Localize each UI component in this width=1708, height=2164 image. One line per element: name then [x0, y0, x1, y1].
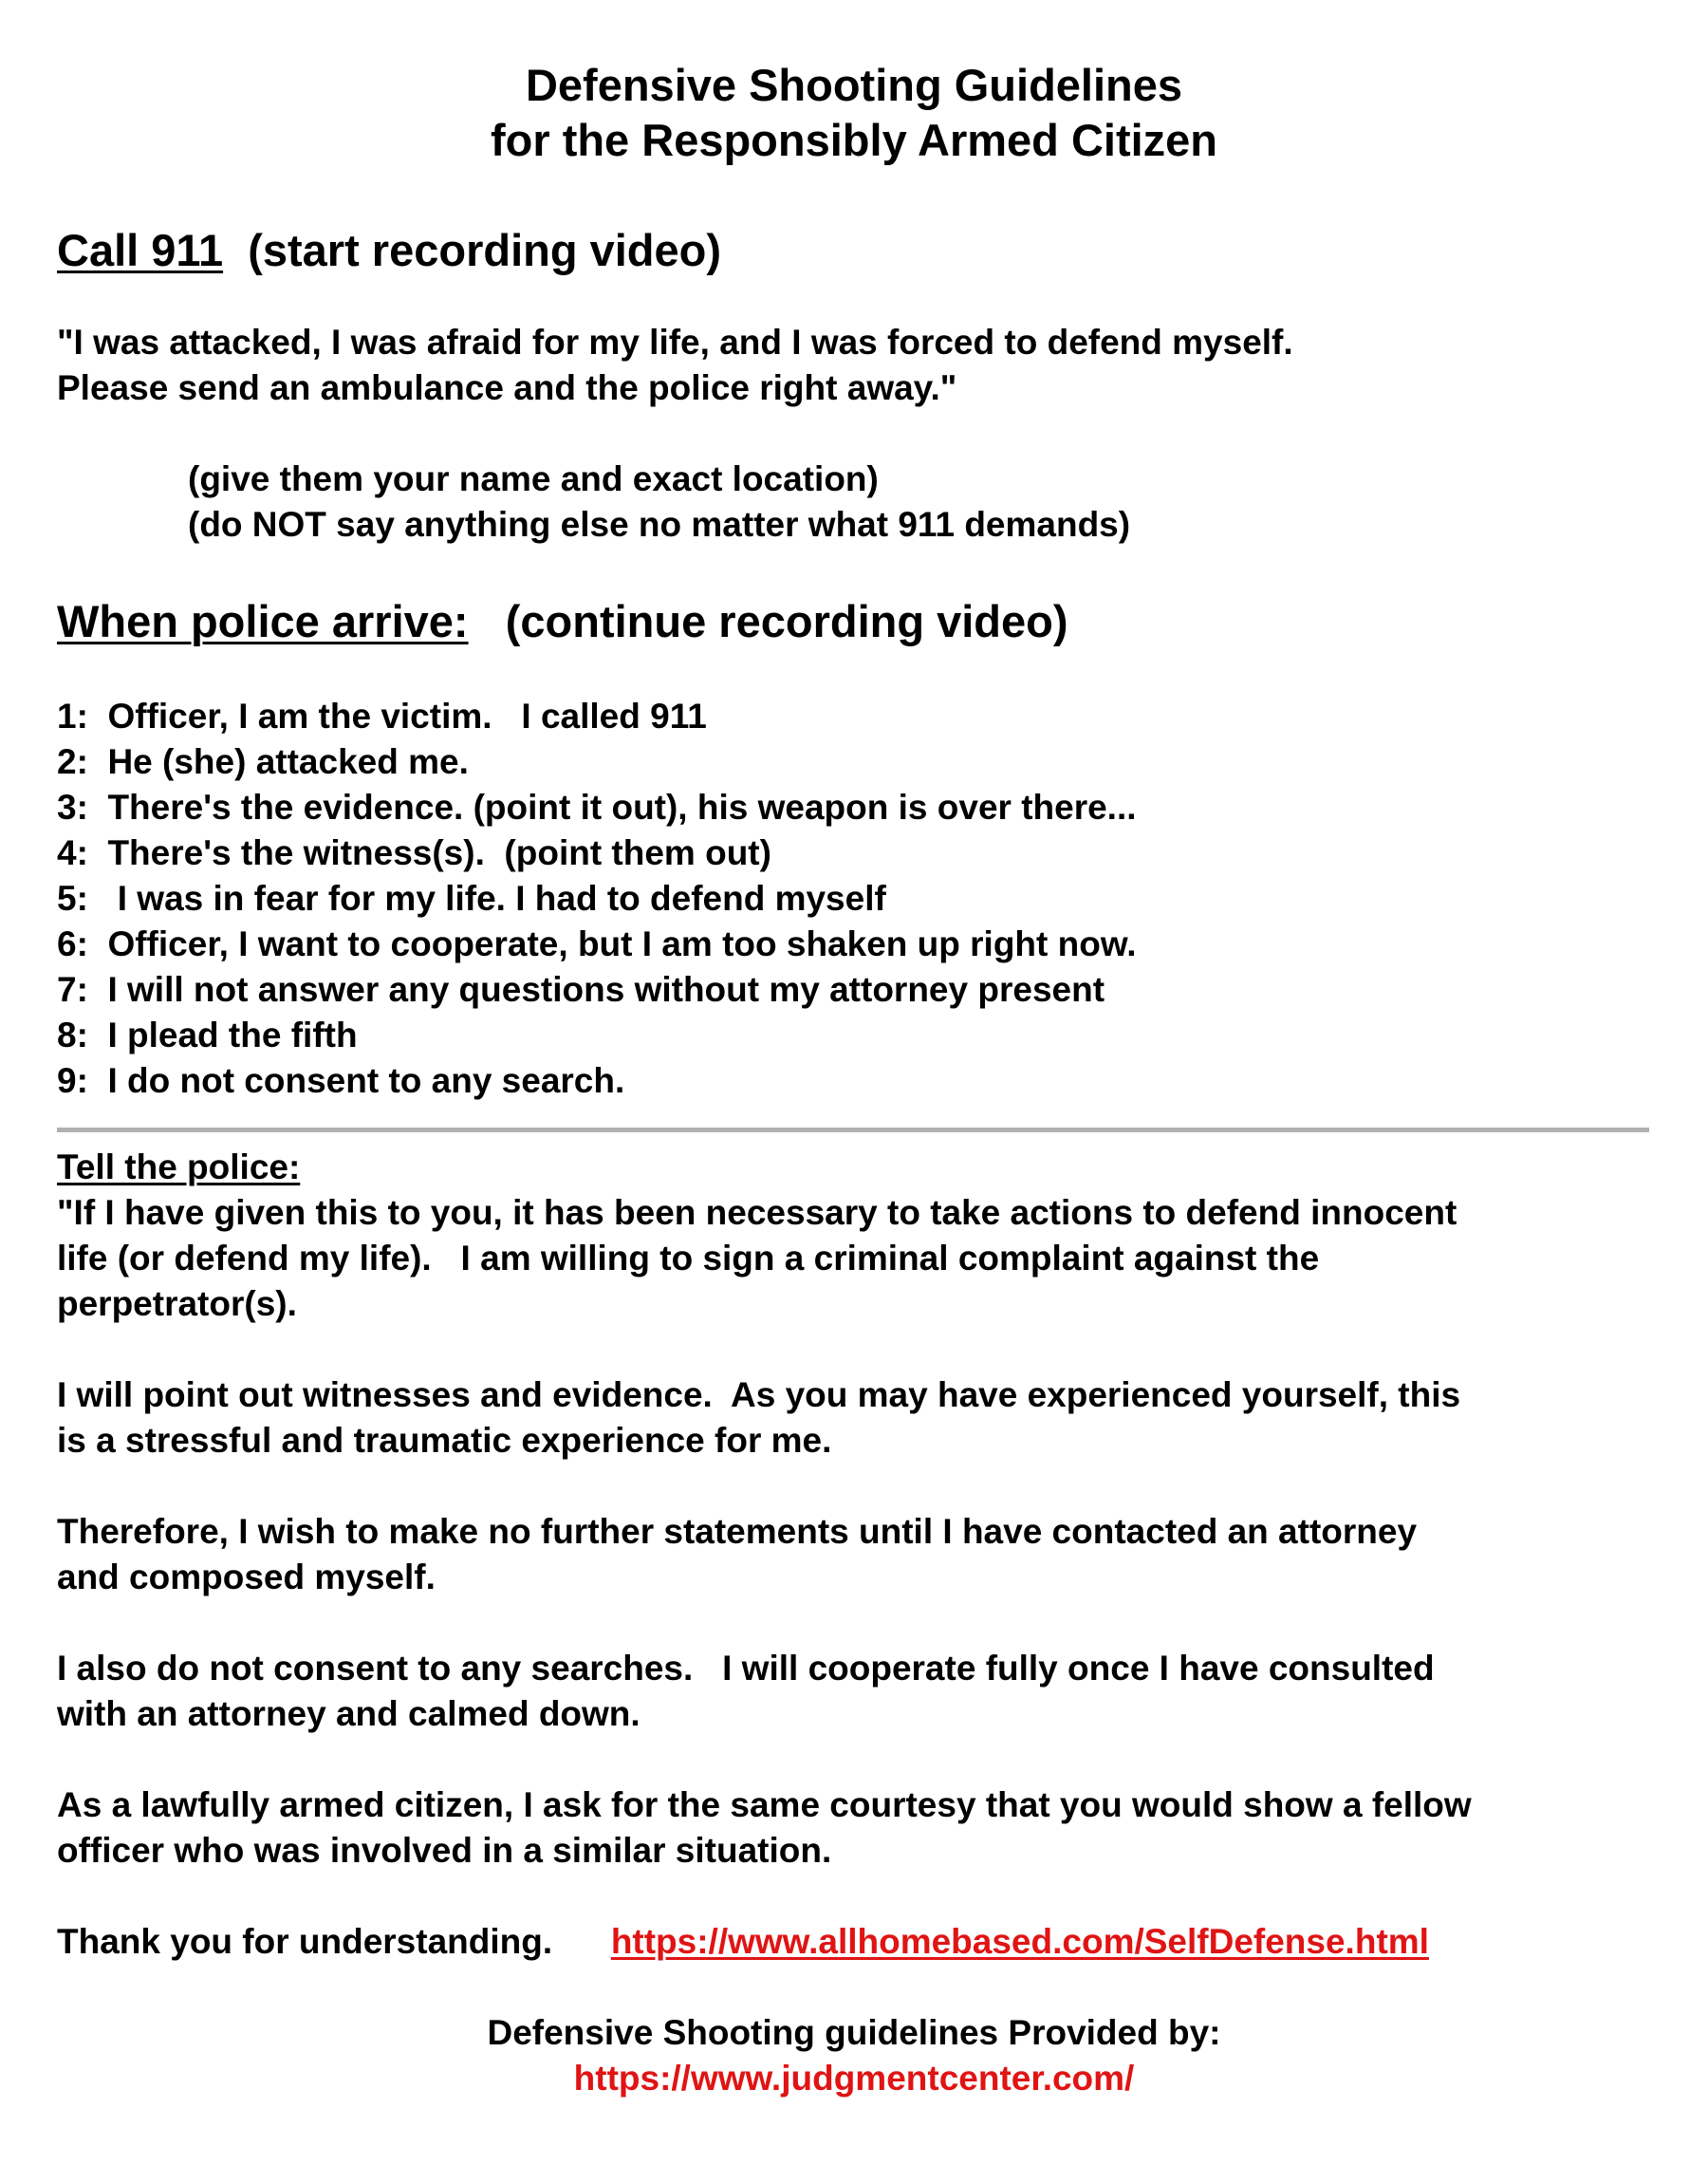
statement-line: I will point out witnesses and evidence. As you may have experienced yourself, this [57, 1375, 1461, 1414]
police-step: 6: Officer, I want to cooperate, but I am too shaken up right now. [57, 924, 1137, 963]
call-911-quote-line: "I was attacked, I was afraid for my life, and I was forced to defend myself. [57, 323, 1293, 362]
tell-police-heading: Tell the police: [57, 1147, 301, 1186]
statement-line: perpetrator(s). [57, 1284, 297, 1323]
statement-line: is a stressful and traumatic experience for me. [57, 1421, 832, 1460]
statement-line: As a lawfully armed citizen, I ask for the same courtesy that you would show a fellow [57, 1785, 1472, 1824]
statement-line: with an attorney and calmed down. [57, 1694, 640, 1733]
call-911-heading [57, 224, 721, 277]
section-divider [57, 1128, 1649, 1132]
thanks-line [57, 1919, 1429, 1965]
page-title-line-2: for the Responsibly Armed Citizen [490, 115, 1218, 165]
police-step: 5: I was in fear for my life. I had to defend myself [57, 879, 886, 918]
call-911-instruction: (do NOT say anything else no matter what 911 demands) [188, 505, 1131, 544]
police-arrive-heading-text: When police arrive: [57, 596, 469, 646]
police-step: 4: There's the witness(s). (point them out) [57, 833, 771, 872]
judgment-center-link[interactable]: https://www.judgmentcenter.com/ [573, 2059, 1135, 2098]
call-911-instruction: (give them your name and exact location) [188, 459, 879, 498]
statement-line: "If I have given this to you, it has been necessary to take actions to defend innocent [57, 1193, 1457, 1232]
police-step: 1: Officer, I am the victim. I called 911 [57, 697, 707, 736]
police-arrive-note: (continue recording video) [505, 596, 1068, 646]
statement-line: and composed myself. [57, 1558, 436, 1596]
police-step: 8: I plead the fifth [57, 1016, 358, 1054]
police-step: 2: He (she) attacked me. [57, 742, 469, 781]
statement-line: Therefore, I wish to make no further statements until I have contacted an attorney [57, 1512, 1418, 1551]
police-arrive-heading [57, 595, 1068, 648]
statement-line: officer who was involved in a similar situation. [57, 1831, 832, 1870]
statement-line: I also do not consent to any searches. I will cooperate fully once I have consulted [57, 1649, 1435, 1688]
statement-line: life (or defend my life). I am willing to sign a criminal complaint against the [57, 1239, 1320, 1278]
call-911-heading-text: Call 911 [57, 225, 224, 275]
provided-by-text: Defensive Shooting guidelines Provided by: [487, 2013, 1221, 2052]
self-defense-link[interactable]: https://www.allhomebased.com/SelfDefense.html [610, 1922, 1429, 1961]
thanks-text: Thank you for understanding. [57, 1922, 553, 1961]
police-step: 9: I do not consent to any search. [57, 1061, 625, 1100]
call-911-note: (start recording video) [248, 225, 722, 275]
police-step: 7: I will not answer any questions without my attorney present [57, 970, 1105, 1009]
police-step: 3: There's the evidence. (point it out), his weapon is over there... [57, 788, 1137, 827]
call-911-quote-line: Please send an ambulance and the police right away." [57, 368, 957, 407]
page-title-line-1: Defensive Shooting Guidelines [525, 60, 1183, 110]
